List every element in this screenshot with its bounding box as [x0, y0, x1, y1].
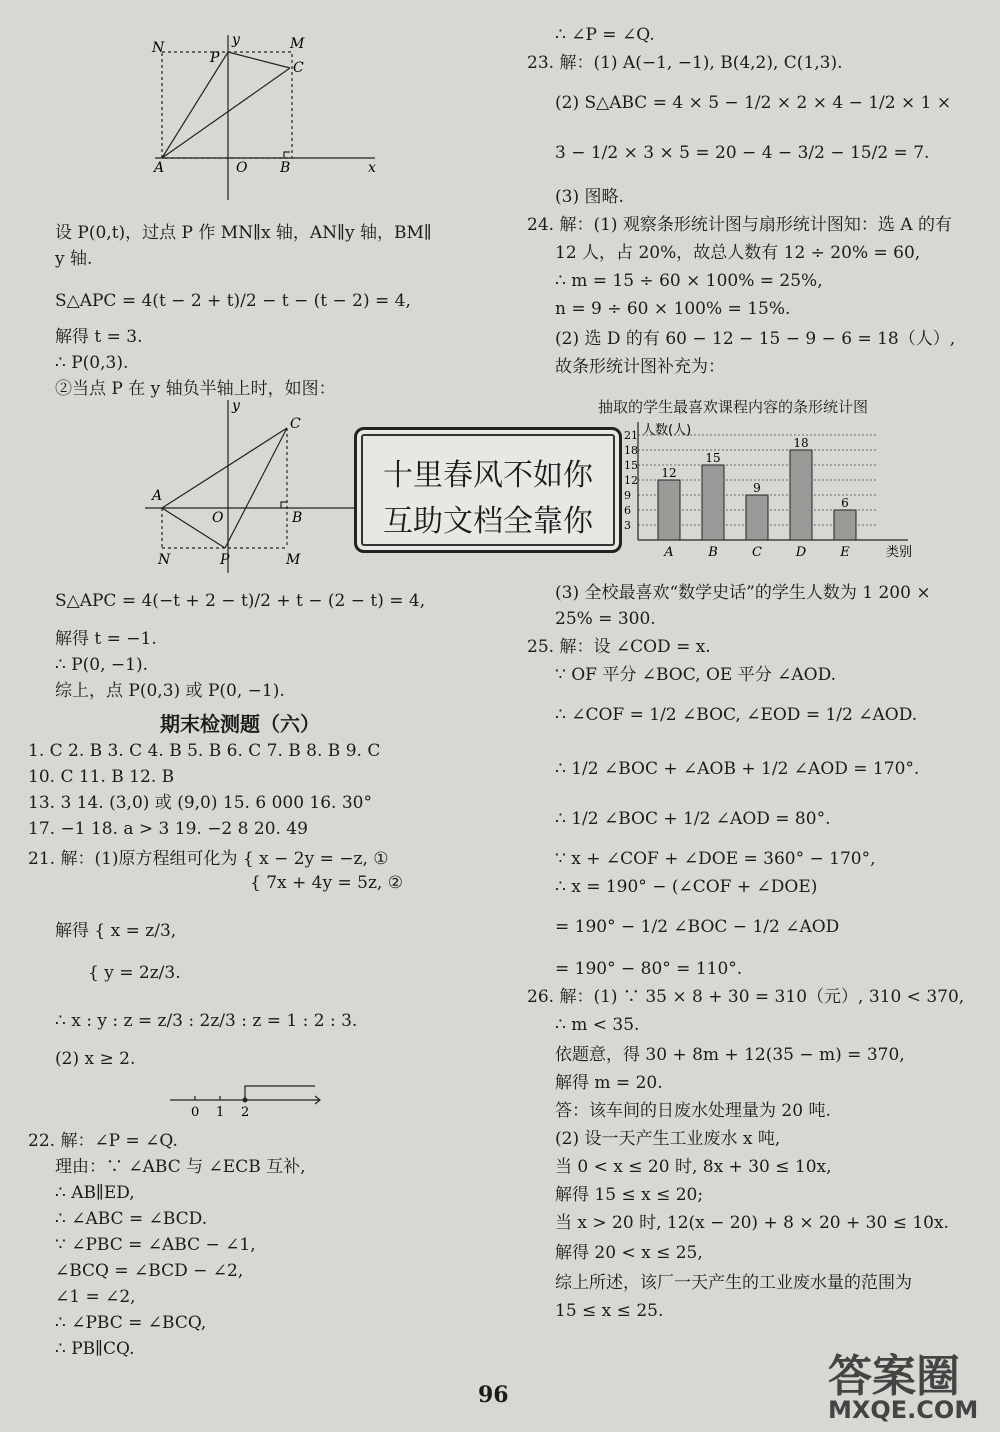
- left-line-8: 解得 t = −1.: [55, 629, 157, 649]
- answers-row-2: 10. C 11. B 12. B: [28, 767, 175, 787]
- bar: [702, 465, 724, 540]
- q21-line-d: { y = 2z/3.: [88, 963, 181, 983]
- left-line-3: S△APC = 4(t − 2 + t)/2 − t − (t − 2) = 4,: [55, 291, 411, 311]
- bar-value-label: 12: [661, 466, 677, 480]
- right-line-1: ∴ ∠P = ∠Q.: [555, 25, 655, 45]
- right-line-4: 3 − 1/2 × 3 × 5 = 20 − 4 − 3/2 − 15/2 = 7.: [555, 143, 930, 163]
- number-line: [165, 1080, 325, 1120]
- right-line-31: 当 x > 20 时, 12(x − 20) + 8 × 20 + 30 ≤ 10x.: [555, 1213, 949, 1233]
- y-axis-label: 人数(人): [642, 423, 692, 438]
- right-line-25: 依题意，得 30 + 8m + 12(35 − m) = 370,: [555, 1045, 905, 1065]
- y-tick-label: 21: [624, 429, 638, 442]
- right-line-10: (2) 选 D 的有 60 − 12 − 15 − 9 − 6 = 18（人）,: [555, 329, 956, 349]
- bar: [658, 480, 680, 540]
- watermark-stamp: [354, 427, 622, 553]
- answers-row-4: 17. −1 18. a > 3 19. −2 8 20. 49: [28, 819, 308, 839]
- right-line-18: ∴ 1/2 ∠BOC + 1/2 ∠AOD = 80°.: [555, 809, 831, 829]
- right-line-21: = 190° − 1/2 ∠BOC − 1/2 ∠AOD: [555, 917, 840, 937]
- chart-title: 抽取的学生最喜欢课程内容的条形统计图: [598, 398, 869, 416]
- left-line-2: y 轴.: [55, 249, 93, 269]
- q22-line-a: 22. 解：∠P = ∠Q.: [28, 1131, 178, 1151]
- right-line-15: ∵ OF 平分 ∠BOC, OE 平分 ∠AOD.: [555, 665, 836, 685]
- right-line-3: (2) S△ABC = 4 × 5 − 1/2 × 2 × 4 − 1/2 × 1 ×: [555, 93, 952, 113]
- svg-text:P: P: [210, 50, 220, 66]
- x-tick-label: B: [708, 545, 718, 560]
- right-line-22: = 190° − 80° = 110°.: [555, 959, 743, 979]
- bar-chart: [610, 420, 930, 560]
- y-tick-label: 15: [624, 459, 638, 472]
- right-line-7: 12 人，占 20%，故总人数有 12 ÷ 20% = 60,: [555, 243, 921, 263]
- answers-row-1: 1. C 2. B 3. C 4. B 5. B 6. C 7. B 8. B 9. C: [28, 741, 381, 761]
- y-tick-label: 12: [624, 474, 638, 487]
- right-line-17: ∴ 1/2 ∠BOC + ∠AOB + 1/2 ∠AOD = 170°.: [555, 759, 920, 779]
- svg-text:x: x: [368, 160, 376, 176]
- right-line-11: 故条形统计图补充为：: [555, 357, 725, 377]
- q21-line-b: { 7x + 4y = 5z, ②: [250, 873, 403, 893]
- x-tick-label: E: [840, 545, 850, 560]
- svg-text:C: C: [293, 60, 304, 76]
- q22-line-g: ∠1 = ∠2,: [55, 1287, 136, 1307]
- q22-line-f: ∠BCQ = ∠BCD − ∠2,: [55, 1261, 244, 1281]
- svg-text:O: O: [236, 160, 248, 176]
- right-line-27: 答：该车间的日废水处理量为 20 吨.: [555, 1101, 831, 1121]
- bar-value-label: 18: [793, 436, 809, 450]
- bar: [790, 450, 812, 540]
- x-tick-label: D: [795, 545, 807, 560]
- right-line-29: 当 0 < x ≤ 20 时, 8x + 30 ≤ 10x,: [555, 1157, 832, 1177]
- q22-line-d: ∴ ∠ABC = ∠BCD.: [55, 1209, 208, 1229]
- svg-text:O: O: [212, 510, 224, 526]
- page-number: 96: [478, 1382, 509, 1408]
- left-line-1: 设 P(0,t)，过点 P 作 MN∥x 轴，AN∥y 轴，BM∥: [55, 223, 432, 243]
- right-line-32: 解得 20 < x ≤ 25,: [555, 1243, 703, 1263]
- right-line-9: n = 9 ÷ 60 × 100% = 15%.: [555, 299, 791, 319]
- svg-text:A: A: [152, 488, 163, 504]
- svg-text:y: y: [232, 398, 240, 414]
- svg-text:A: A: [154, 160, 165, 176]
- svg-text:N: N: [152, 40, 165, 56]
- q21-line-c: 解得 { x = z/3,: [55, 921, 177, 941]
- q22-line-b: 理由：∵ ∠ABC 与 ∠ECB 互补,: [55, 1157, 306, 1177]
- bar-value-label: 9: [753, 481, 761, 495]
- logo-sub-text: MXQE.COM: [828, 1396, 979, 1424]
- svg-text:M: M: [290, 36, 305, 52]
- svg-text:P: P: [220, 552, 230, 568]
- right-line-14: 25. 解：设 ∠COD = x.: [527, 637, 711, 657]
- left-line-6: ②当点 P 在 y 轴负半轴上时，如图：: [55, 379, 336, 399]
- right-line-24: ∴ m < 35.: [555, 1015, 640, 1035]
- section-title: 期末检测题（六）: [160, 712, 320, 736]
- left-line-5: ∴ P(0,3).: [55, 353, 129, 373]
- stamp-line-2: 互助文档全靠你: [383, 504, 593, 539]
- y-tick-label: 18: [624, 444, 638, 457]
- right-line-23: 26. 解：(1) ∵ 35 × 8 + 30 = 310（元）, 310 < 370,: [527, 987, 965, 1007]
- right-line-30: 解得 15 ≤ x ≤ 20;: [555, 1185, 704, 1205]
- svg-text:1: 1: [216, 1105, 225, 1120]
- figure-coordinate-2: [140, 398, 370, 580]
- q21-line-a: 21. 解：(1)原方程组可化为 { x − 2y = −z, ①: [28, 849, 389, 869]
- left-line-7: S△APC = 4(−t + 2 − t)/2 + t − (2 − t) = 4,: [55, 591, 426, 611]
- bar-value-label: 6: [841, 496, 849, 510]
- svg-text:0: 0: [191, 1105, 200, 1120]
- answers-row-3: 13. 3 14. (3,0) 或 (9,0) 15. 6 000 16. 30°: [28, 793, 372, 813]
- right-line-2: 23. 解：(1) A(−1, −1), B(4,2), C(1,3).: [527, 53, 843, 73]
- right-line-19: ∵ x + ∠COF + ∠DOE = 360° − 170°,: [555, 849, 876, 869]
- q21-line-f: (2) x ≥ 2.: [55, 1049, 136, 1069]
- y-tick-label: 9: [624, 489, 631, 502]
- right-line-5: (3) 图略.: [555, 187, 624, 207]
- right-line-8: ∴ m = 15 ÷ 60 × 100% = 25%,: [555, 271, 823, 291]
- left-line-10: 综上，点 P(0,3) 或 P(0, −1).: [55, 681, 285, 701]
- stamp-line-1: 十里春风不如你: [383, 458, 593, 493]
- site-logo: [828, 1340, 998, 1430]
- x-tick-label: A: [664, 545, 674, 560]
- svg-text:C: C: [290, 416, 301, 432]
- left-line-4: 解得 t = 3.: [55, 327, 143, 347]
- right-line-20: ∴ x = 190° − (∠COF + ∠DOE): [555, 877, 818, 897]
- q22-line-i: ∴ PB∥CQ.: [55, 1339, 135, 1359]
- right-line-12: (3) 全校最喜欢“数学史话”的学生人数为 1 200 ×: [555, 583, 931, 603]
- q22-line-c: ∴ AB∥ED,: [55, 1183, 135, 1203]
- svg-text:B: B: [280, 160, 291, 176]
- figure-coordinate-1: [150, 30, 390, 205]
- x-tick-label: C: [752, 545, 762, 560]
- svg-text:M: M: [286, 552, 301, 568]
- right-line-33: 综上所述，该厂一天产生的工业废水量的范围为: [555, 1273, 912, 1293]
- svg-text:N: N: [158, 552, 171, 568]
- svg-text:B: B: [292, 510, 303, 526]
- logo-main-text: 答案圈: [828, 1351, 960, 1402]
- bar: [746, 495, 768, 540]
- bar: [834, 510, 856, 540]
- q22-line-h: ∴ ∠PBC = ∠BCQ,: [55, 1313, 207, 1333]
- svg-text:y: y: [232, 32, 240, 48]
- q21-line-e: ∴ x : y : z = z/3 : 2z/3 : z = 1 : 2 : 3.: [55, 1011, 358, 1031]
- right-line-34: 15 ≤ x ≤ 25.: [555, 1301, 664, 1321]
- right-line-28: (2) 设一天产生工业废水 x 吨,: [555, 1129, 781, 1149]
- right-line-13: 25% = 300.: [555, 609, 656, 629]
- svg-text:2: 2: [241, 1105, 250, 1120]
- q22-line-e: ∵ ∠PBC = ∠ABC − ∠1,: [55, 1235, 256, 1255]
- right-line-16: ∴ ∠COF = 1/2 ∠BOC, ∠EOD = 1/2 ∠AOD.: [555, 705, 918, 725]
- right-line-6: 24. 解：(1) 观察条形统计图与扇形统计图知：选 A 的有: [527, 215, 953, 235]
- left-line-9: ∴ P(0, −1).: [55, 655, 149, 675]
- x-axis-label: 类别: [886, 545, 913, 560]
- y-tick-label: 3: [624, 519, 631, 532]
- y-tick-label: 6: [624, 504, 631, 517]
- right-line-26: 解得 m = 20.: [555, 1073, 663, 1093]
- bar-value-label: 15: [705, 451, 721, 465]
